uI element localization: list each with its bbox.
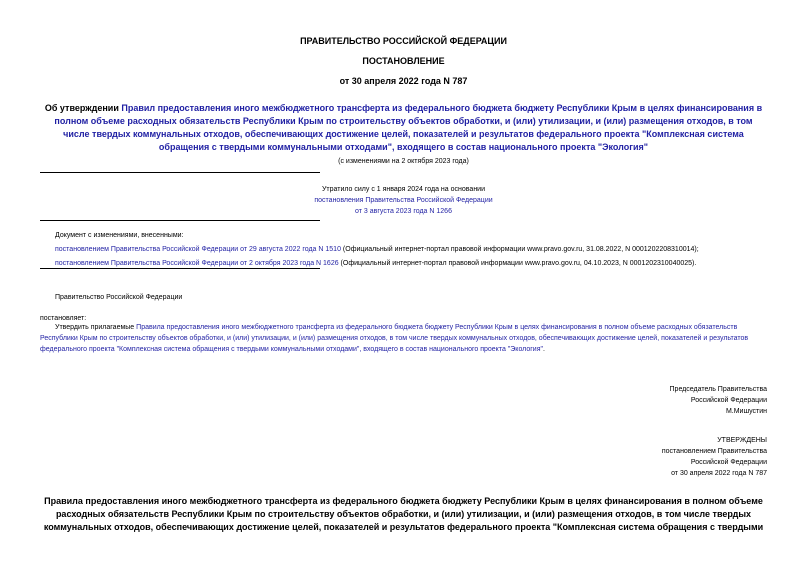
expired-link-1[interactable]: постановления Правительства Российской Федерации (314, 197, 493, 204)
separator-line (40, 220, 320, 221)
approve-paragraph (40, 322, 768, 355)
separator-line (40, 172, 320, 173)
approved-line: постановлением Правительства (661, 448, 767, 455)
change-item-text: (Официальный интернет-портал правовой информации www.pravo.gov.ru, 04.10.2023, N 0001202310040025). (338, 260, 697, 267)
document-type: ПОСТАНОВЛЕНИЕ (362, 56, 445, 66)
signature-position: Председатель Правительства (669, 386, 767, 393)
body-resolves: постановляет: (40, 315, 87, 322)
document-date-number: от 30 апреля 2022 года N 787 (339, 76, 468, 86)
approved-line: от 30 апреля 2022 года N 787 (671, 470, 767, 477)
expired-link-2[interactable]: от 3 августа 2023 года N 1266 (355, 208, 452, 215)
signature-block (467, 384, 767, 417)
change-item (55, 244, 775, 255)
approved-line: Российской Федерации (690, 459, 767, 466)
approved-heading: УТВЕРЖДЕНЫ (717, 437, 767, 444)
signature-position-2: Российской Федерации (690, 397, 767, 404)
amendment-note: (с изменениями на 2 октября 2023 года) (338, 158, 469, 165)
changes-block (55, 230, 775, 269)
rules-title: Правила предоставления иного межбюджетного трансферта из федерального бюджета бюджету Республики Крым в целях финансирования в полном объеме расходных обязательств Республики Крым по строительству объектов обработки, и (или) утилизации, и (или) размещения отходов, в том числе твердых коммунальных отходов, обеспечивающих достижение целей, показателей и результатов федерального проекта "Комплексная система обращения с твердыми (43, 496, 764, 532)
change-item-link[interactable]: постановлением Правительства Российской Федерации от 29 августа 2022 года N 1510 (55, 246, 341, 253)
approve-prefix: Утвердить прилагаемые (55, 324, 137, 331)
document-title (40, 102, 767, 154)
title-prefix: Об утверждении (44, 103, 122, 113)
title-link[interactable]: Правил предоставления иного межбюджетного трансферта из федерального бюджета бюджету Республики Крым в целях финансирования в полном объеме расходных обязательств Республики Крым по строительству объектов обработки, и (или) утилизации, и (или) размещения отходов, в том числе твердых коммунальных отходов, обеспечивающих достижение целей, показателей и результатов федерального проекта "Комплексная система обращения с твердыми коммунальными отходами", входящего в состав национального проекта "Экология" (54, 103, 763, 152)
change-item-text: (Официальный интернет-портал правовой информации www.pravo.gov.ru, 31.08.2022, N 0001202208310014); (340, 246, 699, 253)
changes-intro: Документ с изменениями, внесенными: (55, 232, 184, 239)
government-heading: ПРАВИТЕЛЬСТВО РОССИЙСКОЙ ФЕДЕРАЦИИ (300, 36, 507, 46)
expired-text: Утратило силу с 1 января 2024 года на основании (321, 186, 486, 193)
expired-notice (0, 184, 807, 217)
body-government: Правительство Российской Федерации (55, 294, 183, 301)
separator-line (40, 268, 320, 269)
change-item-link[interactable]: постановлением Правительства Российской Федерации от 2 октября 2023 года N 1626 (55, 260, 339, 267)
approve-link[interactable]: Правила предоставления иного межбюджетного трансферта из федерального бюджета бюджету Республики Крым в целях финансирования в полном объеме расходных обязательств Республики Крым по строительству объектов обработки, и (или) утилизации, и (или) размещения отходов, в том числе твердых коммунальных отходов, обеспечивающих достижение целей, показателей и результатов федерального проекта "Комплексная система обращения с твердыми коммунальными отходами", входящего в состав национального проекта "Экология" (40, 324, 749, 353)
approved-block (467, 435, 767, 479)
signature-name: М.Мишустин (725, 408, 767, 415)
approve-suffix: . (542, 346, 545, 353)
